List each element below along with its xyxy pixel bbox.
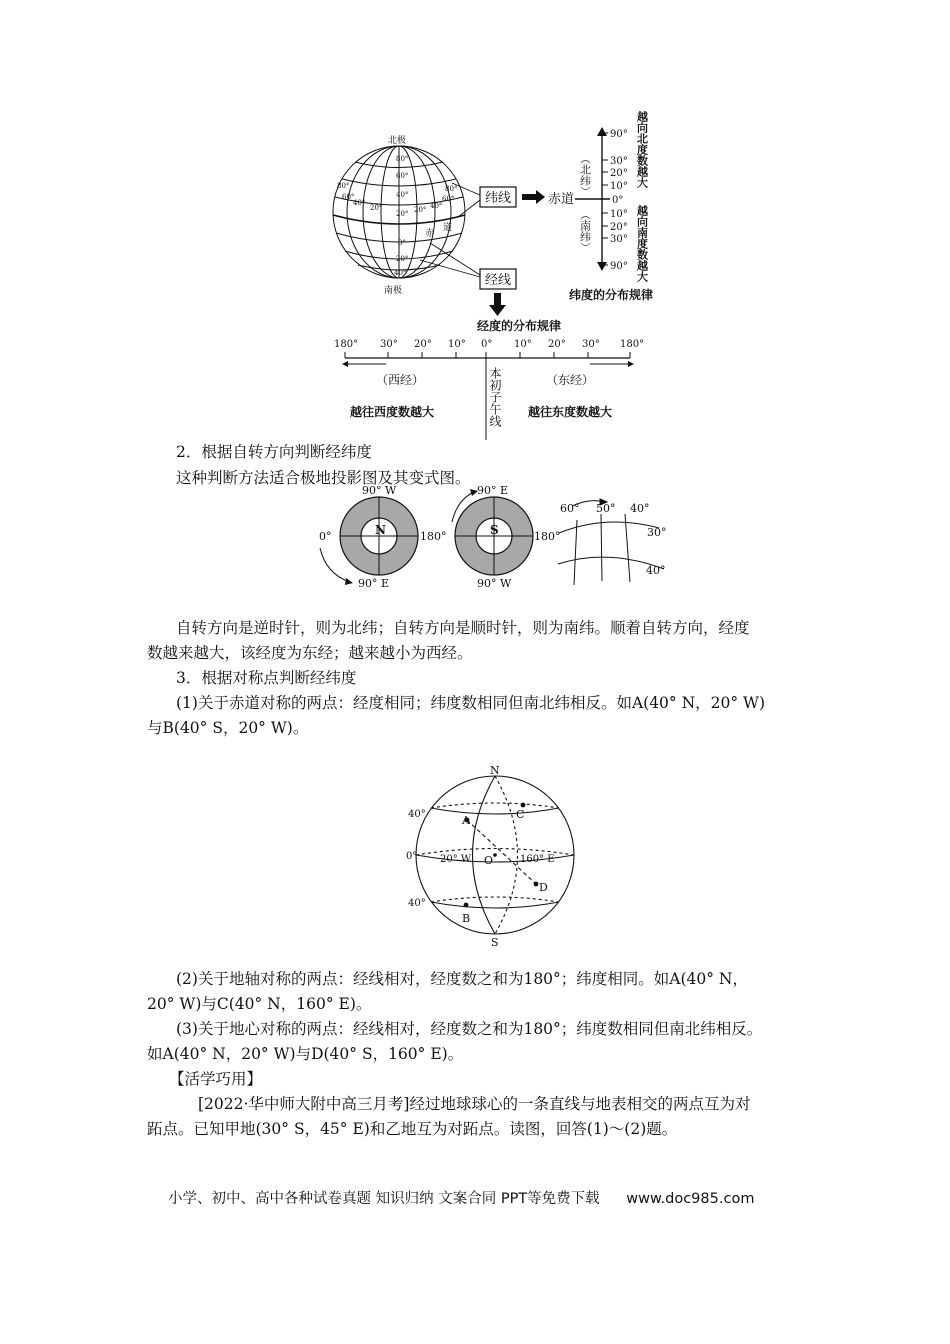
latitude-scale xyxy=(548,110,653,302)
svg-text:60°: 60° xyxy=(396,172,409,180)
north-polar-disk xyxy=(319,486,447,590)
lon-box xyxy=(480,269,516,289)
symmetric-points-sphere xyxy=(402,762,592,948)
lon-east-label: （东经） xyxy=(546,373,595,387)
point-a-label: A xyxy=(462,814,470,827)
prime-meridian-label: 本初子午线 xyxy=(488,367,502,427)
globe-equator-label-2: 道 xyxy=(443,223,453,233)
svg-text:10°: 10° xyxy=(610,181,628,192)
lat-equator-label: 赤道 xyxy=(548,192,575,207)
lon-west-note: 越往西度数越大 xyxy=(350,405,435,419)
lon-caption: 经度的分布规律 xyxy=(477,319,562,333)
svg-text:160° E: 160° E xyxy=(520,854,555,865)
svg-text:90°: 90° xyxy=(610,129,628,140)
footer-text: 小学、初中、高中各种试卷真题 知识归纳 文案合同 PPT等免费下载 xyxy=(168,1191,600,1207)
section-3-item-1-line-1: (1)关于赤道对称的两点：经度相同；纬度数相同但南北纬相反。如A(40° N，20° W) xyxy=(176,694,766,712)
practice-body-line-1: [2022·华中师大附中高三月考]经过地球球心的一条直线与地表相交的两点互为对 xyxy=(198,1095,751,1113)
footer-url[interactable]: www.doc985.com xyxy=(626,1191,755,1207)
lat-north-note: 越向北度数越大 xyxy=(635,111,649,188)
svg-text:N: N xyxy=(375,523,386,537)
svg-text:80°: 80° xyxy=(445,185,458,193)
south-pole-label: 南极 xyxy=(384,286,403,296)
svg-text:40°: 40° xyxy=(646,564,666,577)
svg-text:40°: 40° xyxy=(408,809,426,820)
svg-text:180°: 180° xyxy=(620,339,645,350)
svg-text:40°: 40° xyxy=(430,202,443,210)
svg-text:纬线: 纬线 xyxy=(485,191,512,206)
point-o-label: O xyxy=(484,854,494,867)
lon-west-label: （西经） xyxy=(376,373,425,387)
svg-text:S: S xyxy=(490,523,499,537)
section-2-body-line-1: 自转方向是逆时针，则为北纬；自转方向是顺时针，则为南纬。顺着自转方向，经度 xyxy=(176,619,750,637)
section-3-item-2-line-1: (2)关于地轴对称的两点：经线相对，经度数之和为180°；纬度相同。如A(40° N， xyxy=(176,970,748,988)
svg-text:30°: 30° xyxy=(610,234,628,245)
svg-text:30°: 30° xyxy=(647,526,667,539)
svg-text:20°: 20° xyxy=(548,339,566,350)
svg-text:60°: 60° xyxy=(560,502,580,515)
point-c-label: C xyxy=(516,808,525,821)
section-2-intro: 这种判断方法适合极地投影图及其变式图。 xyxy=(176,469,471,487)
svg-text:20° W: 20° W xyxy=(440,854,472,865)
section-3-item-3-line-1: (3)关于地心对称的两点：经线相对，经度数之和为180°；纬度数相同但南北纬相反。 xyxy=(176,1020,763,1038)
lat-north-group: （北纬） xyxy=(578,153,592,197)
svg-text:10°: 10° xyxy=(448,339,466,350)
south-polar-disk xyxy=(452,486,561,590)
svg-text:60°: 60° xyxy=(342,193,355,201)
svg-text:30°: 30° xyxy=(610,156,628,167)
page-footer xyxy=(168,1187,754,1208)
svg-text:40°: 40° xyxy=(353,199,366,207)
point-b-label: B xyxy=(462,912,471,925)
lat-caption: 纬度的分布规律 xyxy=(569,288,654,302)
svg-text:90° E: 90° E xyxy=(358,577,390,590)
svg-text:20°: 20° xyxy=(610,222,628,233)
polar-projection-figure xyxy=(312,486,684,592)
lat-south-group: （南纬） xyxy=(578,209,592,253)
lat-box xyxy=(480,187,516,207)
globe-degree-labels xyxy=(337,155,457,277)
section-3-item-3-line-2: 如A(40° N，20° W)与D(40° S，160° E)。 xyxy=(147,1045,464,1063)
practice-heading: 【活学巧用】 xyxy=(169,1070,263,1088)
longitude-scale xyxy=(334,318,644,440)
svg-text:0°: 0° xyxy=(612,195,624,206)
svg-text:90° W: 90° W xyxy=(477,577,512,590)
svg-text:50°: 50° xyxy=(596,502,616,515)
svg-text:80°: 80° xyxy=(337,182,350,190)
svg-text:0°: 0° xyxy=(398,239,406,247)
svg-text:90° E: 90° E xyxy=(477,486,509,497)
svg-text:10°: 10° xyxy=(610,209,628,220)
svg-text:40°: 40° xyxy=(408,898,426,909)
svg-text:10°: 10° xyxy=(514,339,532,350)
graticule-fragment xyxy=(558,499,667,585)
section-3-item-2-line-2: 20° W)与C(40° N，160° E)。 xyxy=(147,995,372,1013)
section-3-item-1-line-2: 与B(40° S，20° W)。 xyxy=(147,719,309,737)
svg-text:40°: 40° xyxy=(630,502,650,515)
svg-text:40°: 40° xyxy=(396,191,409,199)
svg-text:0°: 0° xyxy=(481,339,493,350)
practice-body-line-2: 跖点。已知甲地(30° S，45° E)和乙地互为对跖点。读图，回答(1)～(2)题。 xyxy=(147,1120,678,1138)
svg-text:90° W: 90° W xyxy=(362,486,397,497)
svg-text:80°: 80° xyxy=(396,155,409,163)
svg-text:20°: 20° xyxy=(414,339,432,350)
point-s-label: S xyxy=(491,936,499,948)
section-2-body-line-2: 数越来越大，该经度为东经；越来越小为西经。 xyxy=(147,644,473,662)
lat-lon-distribution-figure xyxy=(320,105,680,440)
arrow-down-icon xyxy=(489,293,506,316)
globe-equator-label: 赤 xyxy=(425,229,435,239)
section-2-heading: 2．根据自转方向判断经纬度 xyxy=(176,443,372,461)
svg-text:180°: 180° xyxy=(334,339,359,350)
section-3-heading: 3．根据对称点判断经纬度 xyxy=(176,669,357,687)
svg-text:30°: 30° xyxy=(380,339,398,350)
svg-text:经线: 经线 xyxy=(485,273,512,288)
svg-text:40°: 40° xyxy=(394,269,407,277)
point-n-label: N xyxy=(490,764,500,777)
svg-text:20°: 20° xyxy=(396,255,409,263)
svg-text:180°: 180° xyxy=(420,530,447,543)
lon-east-note: 越往东度数越大 xyxy=(528,405,613,419)
svg-text:20°: 20° xyxy=(396,210,409,218)
svg-text:20°: 20° xyxy=(414,206,427,214)
north-pole-label: 北极 xyxy=(388,136,407,146)
svg-text:180°: 180° xyxy=(534,530,561,543)
svg-text:20°: 20° xyxy=(370,204,383,212)
svg-text:20°: 20° xyxy=(610,168,628,179)
svg-text:60°: 60° xyxy=(442,195,455,203)
arrow-right-icon xyxy=(522,190,545,204)
point-d-label: D xyxy=(539,881,548,894)
svg-text:0°: 0° xyxy=(406,851,418,862)
svg-text:90°: 90° xyxy=(610,261,628,272)
svg-text:30°: 30° xyxy=(582,339,600,350)
svg-text:0°: 0° xyxy=(319,530,332,543)
lat-south-note: 越向南度数越大 xyxy=(635,205,649,282)
